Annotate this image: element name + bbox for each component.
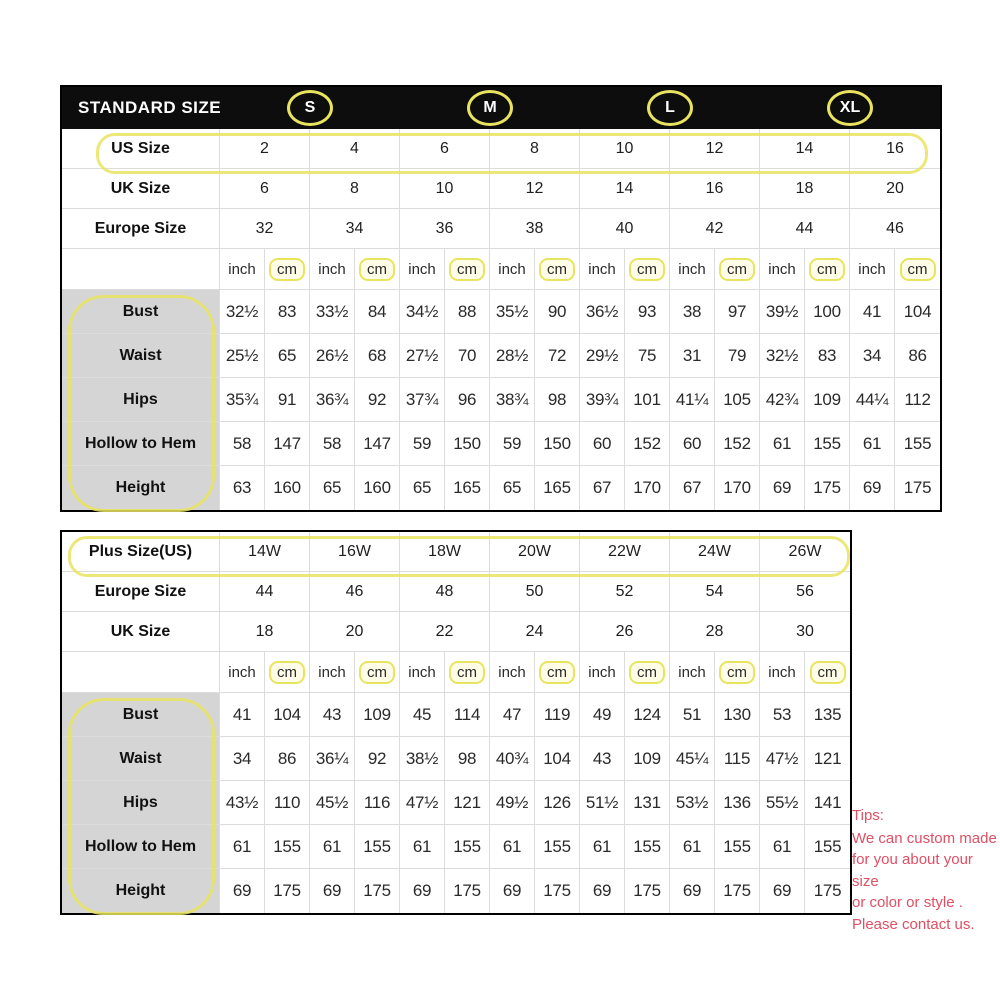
measurement-value-cell: 69	[490, 869, 535, 913]
cm-unit-cell	[265, 652, 310, 693]
measurement-label: Waist	[62, 737, 220, 781]
measurement-value-cell: 35½	[490, 290, 535, 334]
measurement-value-cell: 38½	[400, 737, 445, 781]
inch-unit-cell: inch	[670, 652, 715, 693]
measurement-value-cell: 97	[715, 290, 760, 334]
measurement-value-cell: 44¼	[850, 378, 895, 422]
measurement-value-cell: 69	[760, 869, 805, 913]
measurement-value-cell: 40¾	[490, 737, 535, 781]
tips-line: for you about your size	[852, 851, 973, 890]
measurement-value-cell: 49½	[490, 781, 535, 825]
cm-unit-label: cm	[817, 663, 838, 681]
size-value-cell: 56	[760, 572, 850, 612]
cm-unit-label: cm	[457, 663, 477, 681]
measurement-value-cell: 38¾	[490, 378, 535, 422]
size-value-cell: 44	[220, 572, 310, 612]
measurement-value-cell: 160	[265, 466, 310, 510]
inch-unit-cell: inch	[220, 249, 265, 290]
size-value-cell: 12	[670, 129, 760, 169]
cm-highlight-box	[359, 661, 395, 684]
measurement-value-cell: 84	[355, 290, 400, 334]
cm-unit-cell	[355, 652, 400, 693]
measurement-value-cell: 104	[535, 737, 580, 781]
measurement-value-cell: 34½	[400, 290, 445, 334]
measurement-value-cell: 35¾	[220, 378, 265, 422]
measurement-value-cell: 104	[265, 693, 310, 737]
tips-title: Tips:	[852, 807, 884, 824]
measurement-value-cell: 126	[535, 781, 580, 825]
measurement-value-cell: 152	[715, 422, 760, 466]
measurement-label: Hips	[62, 781, 220, 825]
measurement-value-cell: 155	[805, 825, 850, 869]
inch-unit-cell: inch	[220, 652, 265, 693]
inch-unit-cell: inch	[760, 652, 805, 693]
measurement-value-cell: 131	[625, 781, 670, 825]
size-value-cell: 32	[220, 209, 310, 249]
measurement-value-cell: 83	[265, 290, 310, 334]
inch-unit-cell: inch	[310, 249, 355, 290]
measurement-value-cell: 41	[850, 290, 895, 334]
measurement-label: Height	[62, 466, 220, 510]
cm-unit-cell	[535, 249, 580, 290]
size-value-cell: 46	[850, 209, 940, 249]
standard-size-table	[60, 85, 942, 512]
measurement-value-cell: 83	[805, 334, 850, 378]
measurement-value-cell: 72	[535, 334, 580, 378]
measurement-value-cell: 155	[895, 422, 940, 466]
size-value-cell: 14W	[220, 532, 310, 572]
measurement-value-cell: 38	[670, 290, 715, 334]
size-value-cell: 6	[220, 169, 310, 209]
size-value-cell: 50	[490, 572, 580, 612]
measurement-value-cell: 49	[580, 693, 625, 737]
size-value-cell: 18	[220, 612, 310, 652]
measurement-value-cell: 65	[400, 466, 445, 510]
measurement-value-cell: 130	[715, 693, 760, 737]
measurement-value-cell: 155	[625, 825, 670, 869]
cm-unit-label: cm	[547, 260, 567, 278]
measurement-value-cell: 69	[760, 466, 805, 510]
measurement-value-cell: 165	[445, 466, 490, 510]
measurement-value-cell: 119	[535, 693, 580, 737]
size-value-cell: 24	[490, 612, 580, 652]
cm-unit-cell	[625, 652, 670, 693]
unit-row-label	[62, 249, 220, 290]
size-value-cell: 2	[220, 129, 310, 169]
measurement-value-cell: 147	[265, 422, 310, 466]
measurement-value-cell: 39¾	[580, 378, 625, 422]
inch-unit-cell: inch	[490, 652, 535, 693]
measurement-value-cell: 121	[445, 781, 490, 825]
measurement-value-cell: 115	[715, 737, 760, 781]
size-group-circle-m: M	[467, 90, 513, 126]
size-value-cell: 34	[310, 209, 400, 249]
measurement-value-cell: 32½	[220, 290, 265, 334]
cm-unit-label: cm	[907, 260, 928, 278]
cm-unit-cell	[355, 249, 400, 290]
size-value-cell: 22W	[580, 532, 670, 572]
cm-unit-label: cm	[367, 663, 387, 681]
measurement-value-cell: 61	[850, 422, 895, 466]
measurement-value-cell: 42¾	[760, 378, 805, 422]
size-value-cell: 18	[760, 169, 850, 209]
measurement-value-cell: 47½	[400, 781, 445, 825]
measurement-value-cell: 43½	[220, 781, 265, 825]
measurement-value-cell: 47½	[760, 737, 805, 781]
cm-highlight-box	[359, 258, 395, 281]
measurement-value-cell: 53	[760, 693, 805, 737]
measurement-value-cell: 141	[805, 781, 850, 825]
size-value-cell: 14	[580, 169, 670, 209]
measurement-value-cell: 59	[400, 422, 445, 466]
cm-highlight-box	[809, 258, 845, 281]
cm-unit-cell	[715, 249, 760, 290]
measurement-value-cell: 175	[265, 869, 310, 913]
measurement-value-cell: 170	[715, 466, 760, 510]
measurement-value-cell: 65	[490, 466, 535, 510]
measurement-value-cell: 155	[265, 825, 310, 869]
measurement-value-cell: 150	[445, 422, 490, 466]
inch-unit-cell: inch	[850, 249, 895, 290]
measurement-value-cell: 65	[265, 334, 310, 378]
cm-unit-label: cm	[637, 663, 657, 681]
size-value-cell: 4	[310, 129, 400, 169]
row-label: Europe Size	[62, 572, 220, 612]
measurement-value-cell: 114	[445, 693, 490, 737]
measurement-value-cell: 61	[220, 825, 265, 869]
measurement-value-cell: 147	[355, 422, 400, 466]
measurement-value-cell: 63	[220, 466, 265, 510]
size-value-cell: 40	[580, 209, 670, 249]
measurement-value-cell: 136	[715, 781, 760, 825]
measurement-value-cell: 121	[805, 737, 850, 781]
cm-unit-cell	[445, 249, 490, 290]
measurement-value-cell: 43	[310, 693, 355, 737]
measurement-value-cell: 175	[535, 869, 580, 913]
size-value-cell: 14	[760, 129, 850, 169]
measurement-value-cell: 61	[760, 422, 805, 466]
cm-unit-cell	[445, 652, 490, 693]
measurement-value-cell: 175	[895, 466, 940, 510]
cm-unit-label: cm	[457, 260, 477, 278]
size-group-circle-s: S	[287, 90, 333, 126]
size-group-circle-l: L	[647, 90, 693, 126]
measurement-label: Waist	[62, 334, 220, 378]
cm-unit-label: cm	[277, 260, 297, 278]
tips-line: Please contact us.	[852, 915, 975, 933]
cm-unit-label: cm	[727, 663, 747, 681]
measurement-value-cell: 79	[715, 334, 760, 378]
measurement-value-cell: 36¾	[310, 378, 355, 422]
tips-line: or color or style .	[852, 894, 963, 911]
measurement-value-cell: 70	[445, 334, 490, 378]
measurement-value-cell: 155	[805, 422, 850, 466]
measurement-value-cell: 61	[580, 825, 625, 869]
inch-unit-cell: inch	[580, 652, 625, 693]
measurement-value-cell: 160	[355, 466, 400, 510]
size-value-cell: 16	[850, 129, 940, 169]
plus-size-table	[60, 530, 852, 915]
measurement-value-cell: 93	[625, 290, 670, 334]
size-value-cell: 46	[310, 572, 400, 612]
measurement-value-cell: 55½	[760, 781, 805, 825]
measurement-value-cell: 67	[670, 466, 715, 510]
size-value-cell: 8	[490, 129, 580, 169]
row-label: Europe Size	[62, 209, 220, 249]
measurement-value-cell: 61	[400, 825, 445, 869]
measurement-value-cell: 68	[355, 334, 400, 378]
size-value-cell: 6	[400, 129, 490, 169]
cm-unit-cell	[625, 249, 670, 290]
measurement-value-cell: 155	[715, 825, 760, 869]
standard-size-title: STANDARD SIZE	[78, 98, 222, 117]
measurement-value-cell: 152	[625, 422, 670, 466]
measurement-value-cell: 75	[625, 334, 670, 378]
measurement-value-cell: 34	[220, 737, 265, 781]
cm-unit-label: cm	[637, 260, 657, 278]
size-value-cell: 52	[580, 572, 670, 612]
measurement-value-cell: 29½	[580, 334, 625, 378]
row-label: UK Size	[62, 169, 220, 209]
measurement-value-cell: 69	[310, 869, 355, 913]
plus-size-grid	[62, 532, 850, 913]
cm-highlight-box	[539, 258, 575, 281]
size-value-cell: 16W	[310, 532, 400, 572]
measurement-value-cell: 175	[355, 869, 400, 913]
measurement-value-cell: 61	[490, 825, 535, 869]
inch-unit-cell: inch	[400, 652, 445, 693]
measurement-value-cell: 155	[445, 825, 490, 869]
measurement-value-cell: 27½	[400, 334, 445, 378]
measurement-value-cell: 65	[310, 466, 355, 510]
cm-unit-cell	[805, 652, 850, 693]
cm-highlight-box	[269, 258, 305, 281]
measurement-value-cell: 110	[265, 781, 310, 825]
measurement-value-cell: 45½	[310, 781, 355, 825]
measurement-value-cell: 175	[625, 869, 670, 913]
measurement-value-cell: 155	[355, 825, 400, 869]
cm-unit-cell	[895, 249, 940, 290]
measurement-label: Height	[62, 869, 220, 913]
measurement-value-cell: 112	[895, 378, 940, 422]
measurement-label: Hollow to Hem	[62, 422, 220, 466]
measurement-value-cell: 51½	[580, 781, 625, 825]
measurement-value-cell: 67	[580, 466, 625, 510]
size-value-cell: 30	[760, 612, 850, 652]
measurement-value-cell: 96	[445, 378, 490, 422]
measurement-value-cell: 39½	[760, 290, 805, 334]
measurement-value-cell: 36¼	[310, 737, 355, 781]
size-value-cell: 38	[490, 209, 580, 249]
size-value-cell: 16	[670, 169, 760, 209]
size-value-cell: 26W	[760, 532, 850, 572]
measurement-value-cell: 92	[355, 378, 400, 422]
measurement-value-cell: 175	[445, 869, 490, 913]
size-value-cell: 24W	[670, 532, 760, 572]
cm-highlight-box	[539, 661, 575, 684]
tips-note	[852, 805, 1000, 935]
tips-lines	[852, 828, 1000, 936]
size-value-cell: 20	[310, 612, 400, 652]
size-value-cell: 36	[400, 209, 490, 249]
size-value-cell: 26	[580, 612, 670, 652]
cm-unit-label: cm	[277, 663, 297, 681]
measurement-value-cell: 60	[580, 422, 625, 466]
size-value-cell: 42	[670, 209, 760, 249]
cm-highlight-box	[719, 258, 755, 281]
measurement-value-cell: 98	[535, 378, 580, 422]
row-label: Plus Size(US)	[62, 532, 220, 572]
measurement-value-cell: 34	[850, 334, 895, 378]
size-value-cell: 20	[850, 169, 940, 209]
measurement-value-cell: 61	[310, 825, 355, 869]
measurement-value-cell: 116	[355, 781, 400, 825]
cm-unit-label: cm	[547, 663, 567, 681]
row-label: US Size	[62, 129, 220, 169]
measurement-value-cell: 175	[715, 869, 760, 913]
measurement-value-cell: 104	[895, 290, 940, 334]
measurement-value-cell: 86	[895, 334, 940, 378]
measurement-value-cell: 47	[490, 693, 535, 737]
measurement-value-cell: 45	[400, 693, 445, 737]
cm-unit-cell	[805, 249, 850, 290]
size-value-cell: 28	[670, 612, 760, 652]
measurement-value-cell: 43	[580, 737, 625, 781]
size-value-cell: 44	[760, 209, 850, 249]
measurement-value-cell: 60	[670, 422, 715, 466]
measurement-value-cell: 26½	[310, 334, 355, 378]
measurement-value-cell: 105	[715, 378, 760, 422]
cm-unit-label: cm	[367, 260, 387, 278]
measurement-value-cell: 31	[670, 334, 715, 378]
cm-unit-cell	[265, 249, 310, 290]
size-value-cell: 8	[310, 169, 400, 209]
measurement-label: Bust	[62, 290, 220, 334]
inch-unit-cell: inch	[490, 249, 535, 290]
inch-unit-cell: inch	[580, 249, 625, 290]
measurement-value-cell: 86	[265, 737, 310, 781]
measurement-value-cell: 109	[625, 737, 670, 781]
measurement-value-cell: 69	[670, 869, 715, 913]
measurement-value-cell: 69	[580, 869, 625, 913]
measurement-value-cell: 92	[355, 737, 400, 781]
measurement-value-cell: 69	[850, 466, 895, 510]
cm-unit-label: cm	[727, 260, 747, 278]
size-value-cell: 10	[400, 169, 490, 209]
measurement-value-cell: 109	[805, 378, 850, 422]
inch-unit-cell: inch	[400, 249, 445, 290]
measurement-value-cell: 69	[220, 869, 265, 913]
cm-highlight-box	[629, 661, 665, 684]
measurement-value-cell: 175	[805, 869, 850, 913]
measurement-value-cell: 28½	[490, 334, 535, 378]
size-value-cell: 48	[400, 572, 490, 612]
measurement-value-cell: 150	[535, 422, 580, 466]
measurement-value-cell: 36½	[580, 290, 625, 334]
size-value-cell: 10	[580, 129, 670, 169]
size-value-cell: 54	[670, 572, 760, 612]
tips-line: We can custom made	[852, 829, 997, 847]
measurement-value-cell: 98	[445, 737, 490, 781]
size-value-cell: 12	[490, 169, 580, 209]
measurement-value-cell: 135	[805, 693, 850, 737]
measurement-value-cell: 155	[535, 825, 580, 869]
measurement-value-cell: 100	[805, 290, 850, 334]
cm-highlight-box	[449, 258, 485, 281]
cm-highlight-box	[629, 258, 665, 281]
measurement-value-cell: 37¾	[400, 378, 445, 422]
row-label: UK Size	[62, 612, 220, 652]
measurement-value-cell: 90	[535, 290, 580, 334]
cm-highlight-box	[810, 661, 846, 684]
measurement-value-cell: 88	[445, 290, 490, 334]
measurement-value-cell: 59	[490, 422, 535, 466]
measurement-value-cell: 170	[625, 466, 670, 510]
cm-unit-cell	[715, 652, 760, 693]
inch-unit-cell: inch	[310, 652, 355, 693]
measurement-value-cell: 53½	[670, 781, 715, 825]
measurement-value-cell: 32½	[760, 334, 805, 378]
measurement-label: Hollow to Hem	[62, 825, 220, 869]
unit-row-label	[62, 652, 220, 693]
measurement-value-cell: 61	[760, 825, 805, 869]
size-value-cell: 18W	[400, 532, 490, 572]
measurement-value-cell: 33½	[310, 290, 355, 334]
measurement-label: Bust	[62, 693, 220, 737]
inch-unit-cell: inch	[760, 249, 805, 290]
cm-highlight-box	[269, 661, 305, 684]
cm-unit-label: cm	[817, 260, 837, 278]
measurement-value-cell: 101	[625, 378, 670, 422]
inch-unit-cell: inch	[670, 249, 715, 290]
standard-size-grid	[62, 129, 940, 510]
measurement-value-cell: 41¼	[670, 378, 715, 422]
measurement-value-cell: 51	[670, 693, 715, 737]
size-value-cell: 22	[400, 612, 490, 652]
measurement-value-cell: 41	[220, 693, 265, 737]
cm-highlight-box	[449, 661, 485, 684]
measurement-value-cell: 58	[310, 422, 355, 466]
measurement-value-cell: 25½	[220, 334, 265, 378]
cm-highlight-box	[719, 661, 755, 684]
measurement-value-cell: 61	[670, 825, 715, 869]
measurement-value-cell: 45¼	[670, 737, 715, 781]
size-value-cell: 20W	[490, 532, 580, 572]
standard-size-header	[62, 87, 940, 129]
cm-highlight-box	[900, 258, 936, 281]
measurement-value-cell: 165	[535, 466, 580, 510]
measurement-value-cell: 175	[805, 466, 850, 510]
measurement-value-cell: 58	[220, 422, 265, 466]
measurement-value-cell: 91	[265, 378, 310, 422]
measurement-label: Hips	[62, 378, 220, 422]
measurement-value-cell: 69	[400, 869, 445, 913]
cm-unit-cell	[535, 652, 580, 693]
size-group-circle-xl: XL	[827, 90, 873, 126]
measurement-value-cell: 124	[625, 693, 670, 737]
measurement-value-cell: 109	[355, 693, 400, 737]
